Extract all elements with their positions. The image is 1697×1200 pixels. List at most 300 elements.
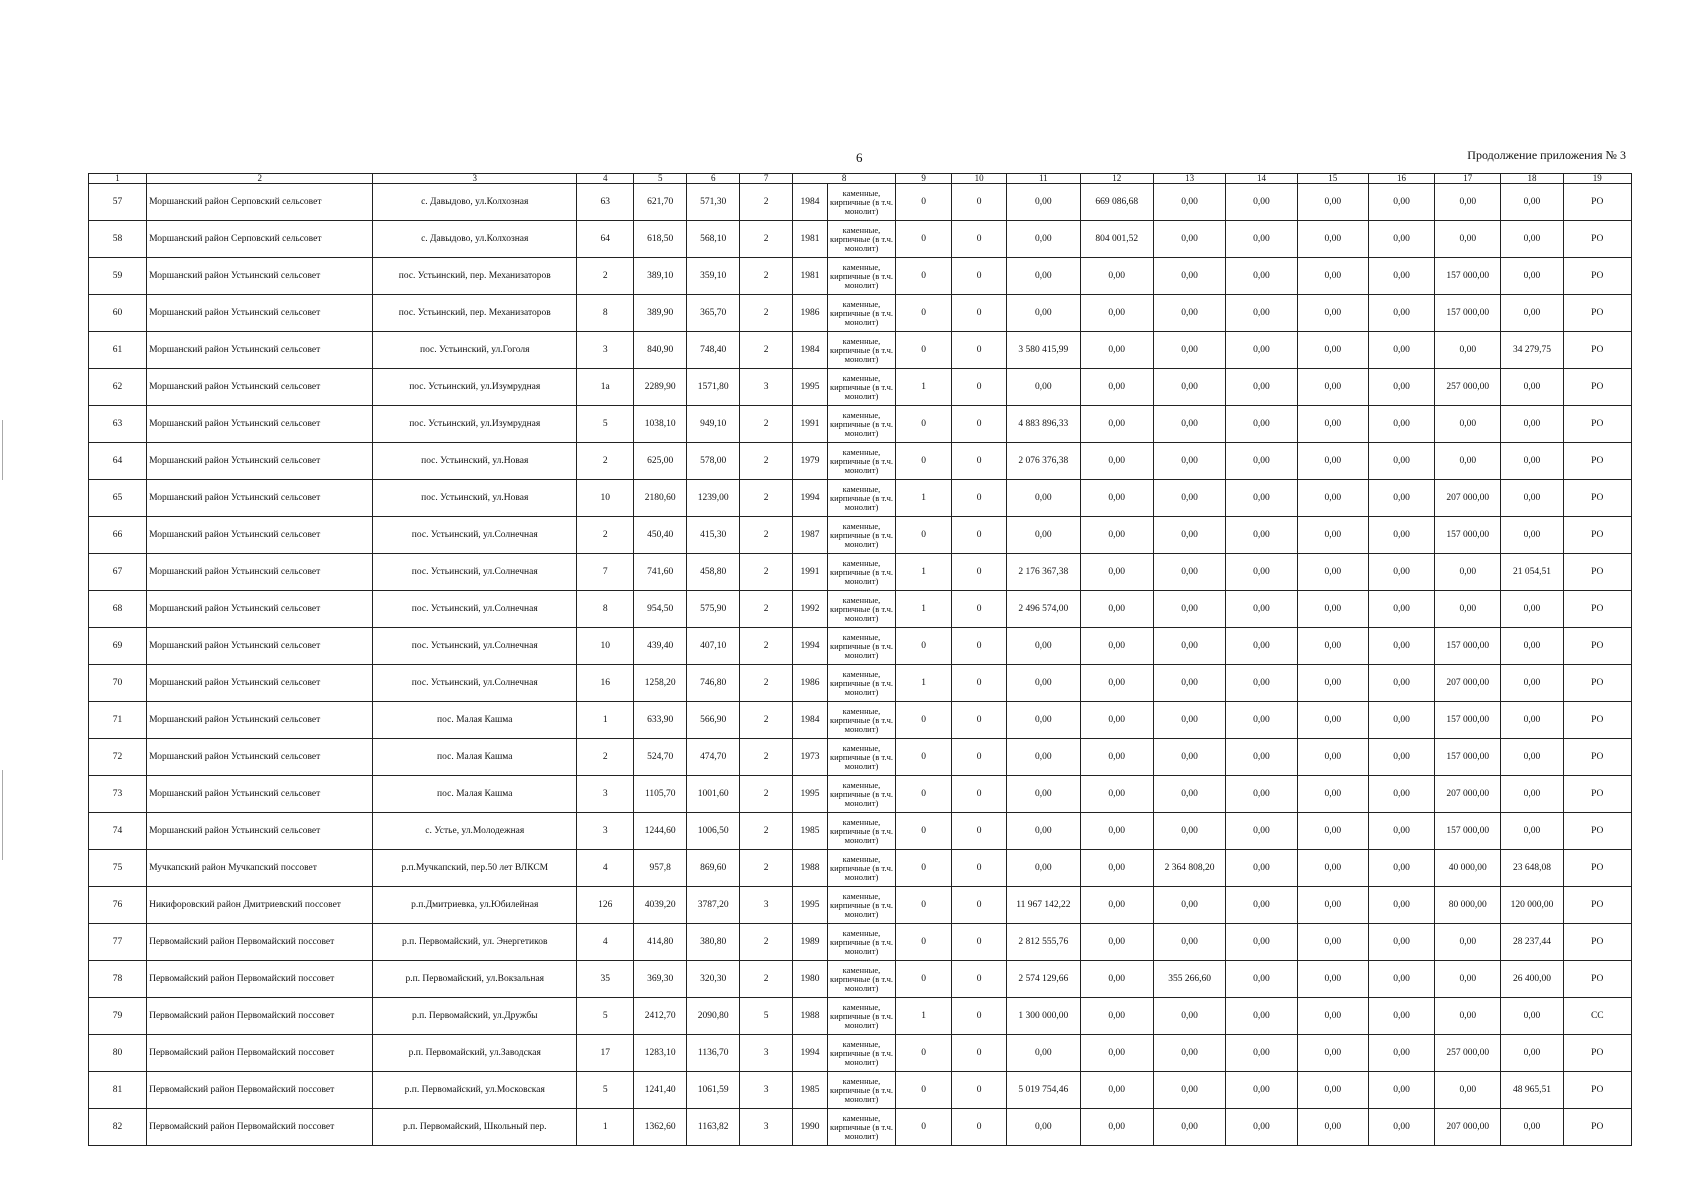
table-cell: 5 — [577, 998, 634, 1035]
table-cell: 0,00 — [1501, 443, 1563, 480]
table-cell: 207 000,00 — [1435, 480, 1501, 517]
table-cell: 0,00 — [1080, 406, 1153, 443]
table-cell: 2 — [740, 961, 793, 998]
column-header-9: 9 — [896, 174, 952, 184]
table-cell: 28 237,44 — [1501, 924, 1563, 961]
table-cell: 1258,20 — [634, 665, 687, 702]
table-cell: 0,00 — [1501, 1035, 1563, 1072]
table-cell: 0 — [952, 258, 1007, 295]
table-cell: 0,00 — [1153, 184, 1225, 221]
table-cell: каменные, кирпичные (в т.ч. монолит) — [827, 998, 895, 1035]
table-cell: 804 001,52 — [1080, 221, 1153, 258]
table-cell: р.п.Мучкапский, пер.50 лет ВЛКСМ — [373, 850, 577, 887]
table-row — [89, 850, 1632, 887]
table-cell: 2 — [740, 591, 793, 628]
table-cell: 568,10 — [687, 221, 740, 258]
table-cell: 157 000,00 — [1435, 739, 1501, 776]
table-cell: 4039,20 — [634, 887, 687, 924]
table-cell: 0 — [896, 221, 952, 258]
table-cell: 40 000,00 — [1435, 850, 1501, 887]
table-cell: 0,00 — [1368, 1035, 1434, 1072]
table-cell: 58 — [89, 221, 147, 258]
table-cell: 0 — [896, 295, 952, 332]
table-cell: 75 — [89, 850, 147, 887]
table-cell: 0,00 — [1080, 443, 1153, 480]
table-cell: 0 — [952, 1072, 1007, 1109]
table-cell: 0,00 — [1226, 480, 1297, 517]
table-cell: Моршанский район Устьинский сельсовет — [147, 554, 373, 591]
table-cell: Моршанский район Устьинский сельсовет — [147, 406, 373, 443]
table-cell: 0,00 — [1501, 517, 1563, 554]
table-cell: каменные, кирпичные (в т.ч. монолит) — [827, 1072, 895, 1109]
table-cell: 0 — [952, 406, 1007, 443]
column-header-10: 10 — [952, 174, 1007, 184]
table-cell: 0 — [952, 554, 1007, 591]
table-cell: пос. Устьинский, пер. Механизаторов — [373, 258, 577, 295]
scan-edge-mark — [2, 770, 3, 860]
table-cell: 62 — [89, 369, 147, 406]
table-cell: Мучкапский район Мучкапский поссовет — [147, 850, 373, 887]
table-cell: 0 — [896, 739, 952, 776]
table-cell: 0,00 — [1226, 258, 1297, 295]
column-header-11: 11 — [1007, 174, 1080, 184]
table-cell: 0 — [896, 850, 952, 887]
table-cell: 207 000,00 — [1435, 1109, 1501, 1146]
table-cell: 0,00 — [1297, 554, 1368, 591]
table-cell: 1992 — [793, 591, 828, 628]
table-row — [89, 776, 1632, 813]
table-cell: каменные, кирпичные (в т.ч. монолит) — [827, 295, 895, 332]
table-cell: р.п.Дмитриевка, ул.Юбилейная — [373, 887, 577, 924]
table-cell: 0,00 — [1007, 258, 1080, 295]
table-row — [89, 1072, 1632, 1109]
table-cell: пос. Устьинский, ул.Изумрудная — [373, 406, 577, 443]
table-cell: 82 — [89, 1109, 147, 1146]
table-row — [89, 554, 1632, 591]
table-cell: 48 965,51 — [1501, 1072, 1563, 1109]
table-cell: 0,00 — [1153, 332, 1225, 369]
table-cell: Первомайский район Первомайский поссовет — [147, 1072, 373, 1109]
table-cell: 0 — [896, 776, 952, 813]
table-cell: РО — [1563, 554, 1631, 591]
table-cell: каменные, кирпичные (в т.ч. монолит) — [827, 221, 895, 258]
table-cell: 618,50 — [634, 221, 687, 258]
table-cell: 0 — [952, 813, 1007, 850]
table-cell: Моршанский район Устьинский сельсовет — [147, 628, 373, 665]
table-cell: 65 — [89, 480, 147, 517]
table-cell: 0,00 — [1368, 591, 1434, 628]
table-cell: 0 — [896, 1035, 952, 1072]
table-row — [89, 887, 1632, 924]
table-cell: 1995 — [793, 776, 828, 813]
table-cell: 0 — [952, 850, 1007, 887]
table-cell: 320,30 — [687, 961, 740, 998]
column-header-5: 5 — [634, 174, 687, 184]
table-cell: 0,00 — [1226, 776, 1297, 813]
table-cell: 2 — [740, 443, 793, 480]
table-cell: 1973 — [793, 739, 828, 776]
table-cell: 407,10 — [687, 628, 740, 665]
column-header-14: 14 — [1226, 174, 1297, 184]
table-cell: 157 000,00 — [1435, 628, 1501, 665]
table-cell: 0 — [896, 961, 952, 998]
table-cell: 0,00 — [1007, 517, 1080, 554]
table-cell: каменные, кирпичные (в т.ч. монолит) — [827, 887, 895, 924]
table-cell: Моршанский район Устьинский сельсовет — [147, 776, 373, 813]
table-cell: 0,00 — [1153, 776, 1225, 813]
table-cell: каменные, кирпичные (в т.ч. монолит) — [827, 517, 895, 554]
table-cell: 0,00 — [1368, 406, 1434, 443]
table-cell: 0,00 — [1080, 295, 1153, 332]
table-cell: 2 — [740, 924, 793, 961]
table-cell: 0,00 — [1153, 924, 1225, 961]
table-cell: Моршанский район Серповский сельсовет — [147, 184, 373, 221]
table-cell: 0,00 — [1226, 221, 1297, 258]
table-cell: 0,00 — [1080, 702, 1153, 739]
table-cell: 0,00 — [1153, 295, 1225, 332]
table-cell: Первомайский район Первомайский поссовет — [147, 998, 373, 1035]
table-cell: 0,00 — [1501, 702, 1563, 739]
table-cell: 0,00 — [1153, 221, 1225, 258]
table-cell: 1061,59 — [687, 1072, 740, 1109]
table-cell: 0 — [952, 443, 1007, 480]
table-cell: 0 — [952, 887, 1007, 924]
table-row — [89, 406, 1632, 443]
table-cell: РО — [1563, 924, 1631, 961]
table-cell: 2 574 129,66 — [1007, 961, 1080, 998]
table-cell: 66 — [89, 517, 147, 554]
table-cell: 1105,70 — [634, 776, 687, 813]
table-cell: 0,00 — [1297, 295, 1368, 332]
table-cell: 0,00 — [1501, 813, 1563, 850]
table-cell: 355 266,60 — [1153, 961, 1225, 998]
table-cell: 575,90 — [687, 591, 740, 628]
table-cell: 21 054,51 — [1501, 554, 1563, 591]
table-cell: 70 — [89, 665, 147, 702]
table-cell: 3 — [577, 332, 634, 369]
table-cell: 2 — [740, 332, 793, 369]
table-cell: 74 — [89, 813, 147, 850]
table-cell: 0,00 — [1368, 1109, 1434, 1146]
continuation-note: Продолжение приложения № 3 — [1467, 148, 1626, 162]
table-cell: 3 — [740, 1109, 793, 1146]
table-cell: 0,00 — [1297, 221, 1368, 258]
table-cell: 1984 — [793, 332, 828, 369]
table-cell: 1981 — [793, 258, 828, 295]
table-cell: 34 279,75 — [1501, 332, 1563, 369]
table-cell: 0,00 — [1226, 887, 1297, 924]
table-row — [89, 1035, 1632, 1072]
table-cell: 0,00 — [1297, 1072, 1368, 1109]
table-cell: 71 — [89, 702, 147, 739]
table-cell: 0,00 — [1368, 739, 1434, 776]
table-row — [89, 258, 1632, 295]
table-cell: 0,00 — [1153, 480, 1225, 517]
table-cell: 2 496 574,00 — [1007, 591, 1080, 628]
table-cell: 669 086,68 — [1080, 184, 1153, 221]
table-cell: 0,00 — [1297, 443, 1368, 480]
table-cell: 80 — [89, 1035, 147, 1072]
table-cell: 0,00 — [1368, 924, 1434, 961]
table-cell: р.п. Первомайский, ул.Заводская — [373, 1035, 577, 1072]
table-cell: 2 — [577, 517, 634, 554]
table-cell: Моршанский район Устьинский сельсовет — [147, 517, 373, 554]
table-cell: 1362,60 — [634, 1109, 687, 1146]
table-cell: 0,00 — [1226, 739, 1297, 776]
table-row — [89, 591, 1632, 628]
table-cell: 0 — [896, 813, 952, 850]
table-cell: 1979 — [793, 443, 828, 480]
table-cell: 207 000,00 — [1435, 665, 1501, 702]
table-cell: 77 — [89, 924, 147, 961]
table-cell: 257 000,00 — [1435, 1035, 1501, 1072]
table-cell: 741,60 — [634, 554, 687, 591]
table-cell: РО — [1563, 665, 1631, 702]
table-cell: 0,00 — [1368, 332, 1434, 369]
table-cell: 1а — [577, 369, 634, 406]
table-cell: 957,8 — [634, 850, 687, 887]
table-cell: пос. Устьинский, ул.Гоголя — [373, 332, 577, 369]
table-cell: 0,00 — [1501, 295, 1563, 332]
table-cell: 68 — [89, 591, 147, 628]
table-cell: 1038,10 — [634, 406, 687, 443]
column-header-3: 3 — [373, 174, 577, 184]
table-cell: 0,00 — [1368, 776, 1434, 813]
table-cell: РО — [1563, 443, 1631, 480]
table-cell: 73 — [89, 776, 147, 813]
table-cell: 0,00 — [1153, 554, 1225, 591]
table-cell: 0,00 — [1153, 739, 1225, 776]
table-row — [89, 480, 1632, 517]
table-cell: 0,00 — [1297, 332, 1368, 369]
table-cell: 0 — [952, 776, 1007, 813]
table-cell: 1995 — [793, 369, 828, 406]
table-cell: 621,70 — [634, 184, 687, 221]
table-cell: каменные, кирпичные (в т.ч. монолит) — [827, 184, 895, 221]
table-cell: 1571,80 — [687, 369, 740, 406]
table-cell: 0,00 — [1226, 443, 1297, 480]
table-cell: 0,00 — [1007, 628, 1080, 665]
table-cell: 26 400,00 — [1501, 961, 1563, 998]
table-cell: 57 — [89, 184, 147, 221]
table-cell: 415,30 — [687, 517, 740, 554]
table-cell: 380,80 — [687, 924, 740, 961]
table-cell: 67 — [89, 554, 147, 591]
table-cell: 3787,20 — [687, 887, 740, 924]
table-cell: 0,00 — [1297, 591, 1368, 628]
table-cell: РО — [1563, 406, 1631, 443]
table-cell: 2 812 555,76 — [1007, 924, 1080, 961]
table-cell: 1244,60 — [634, 813, 687, 850]
scan-edge-mark — [2, 420, 3, 480]
column-header-7: 7 — [740, 174, 793, 184]
table-cell: 63 — [89, 406, 147, 443]
table-cell: 257 000,00 — [1435, 369, 1501, 406]
table-cell: пос. Устьинский, пер. Механизаторов — [373, 295, 577, 332]
table-cell: 2 — [740, 628, 793, 665]
table-cell: 2 — [740, 221, 793, 258]
table-cell: 157 000,00 — [1435, 813, 1501, 850]
table-cell: 365,70 — [687, 295, 740, 332]
table-cell: каменные, кирпичные (в т.ч. монолит) — [827, 739, 895, 776]
table-cell: 0 — [896, 924, 952, 961]
table-row — [89, 924, 1632, 961]
table-cell: каменные, кирпичные (в т.ч. монолит) — [827, 961, 895, 998]
table-cell: пос. Малая Кашма — [373, 702, 577, 739]
table-cell: каменные, кирпичные (в т.ч. монолит) — [827, 776, 895, 813]
table-cell: 0,00 — [1435, 332, 1501, 369]
table-cell: 0,00 — [1153, 1072, 1225, 1109]
table-cell: 1986 — [793, 665, 828, 702]
table-cell: 0,00 — [1153, 443, 1225, 480]
table-cell: 1241,40 — [634, 1072, 687, 1109]
table-cell: каменные, кирпичные (в т.ч. монолит) — [827, 924, 895, 961]
table-cell: каменные, кирпичные (в т.ч. монолит) — [827, 702, 895, 739]
table-cell: 1991 — [793, 406, 828, 443]
table-row — [89, 369, 1632, 406]
table-cell: Первомайский район Первомайский поссовет — [147, 961, 373, 998]
table-cell: 869,60 — [687, 850, 740, 887]
table-cell: 0,00 — [1435, 221, 1501, 258]
table-cell: 0,00 — [1080, 850, 1153, 887]
table-cell: 439,40 — [634, 628, 687, 665]
table-cell: 5 019 754,46 — [1007, 1072, 1080, 1109]
table-cell: 0 — [952, 702, 1007, 739]
table-cell: 954,50 — [634, 591, 687, 628]
table-cell: 4 — [577, 924, 634, 961]
table-cell: 0,00 — [1080, 332, 1153, 369]
table-cell: 0,00 — [1080, 1072, 1153, 1109]
table-cell: 0,00 — [1368, 850, 1434, 887]
table-cell: 0,00 — [1080, 665, 1153, 702]
table-cell: 414,80 — [634, 924, 687, 961]
table-cell: 1 — [896, 665, 952, 702]
table-cell: Моршанский район Устьинский сельсовет — [147, 739, 373, 776]
table-cell: 0,00 — [1435, 406, 1501, 443]
table-cell: 0 — [952, 369, 1007, 406]
table-cell: 0,00 — [1435, 1072, 1501, 1109]
table-row — [89, 295, 1632, 332]
table-cell: 0,00 — [1153, 665, 1225, 702]
table-cell: 1 — [896, 480, 952, 517]
table-cell: 0,00 — [1297, 1035, 1368, 1072]
table-cell: 2 076 376,38 — [1007, 443, 1080, 480]
table-cell: 2 — [577, 258, 634, 295]
table-cell: 60 — [89, 295, 147, 332]
table-cell: 1136,70 — [687, 1035, 740, 1072]
table-cell: 0,00 — [1501, 406, 1563, 443]
table-cell: РО — [1563, 480, 1631, 517]
table-cell: Моршанский район Устьинский сельсовет — [147, 258, 373, 295]
table-cell: 0,00 — [1368, 813, 1434, 850]
table-cell: 11 967 142,22 — [1007, 887, 1080, 924]
table-cell: 633,90 — [634, 702, 687, 739]
table-cell: 1994 — [793, 480, 828, 517]
column-header-1: 1 — [89, 174, 147, 184]
table-cell: 0,00 — [1080, 924, 1153, 961]
column-header-8: 8 — [793, 174, 896, 184]
table-cell: 0,00 — [1080, 554, 1153, 591]
table-cell: 157 000,00 — [1435, 517, 1501, 554]
table-cell: 0,00 — [1153, 1109, 1225, 1146]
table-cell: 0,00 — [1007, 1035, 1080, 1072]
table-cell: с. Устье, ул.Молодежная — [373, 813, 577, 850]
table-cell: 2 — [740, 776, 793, 813]
table-cell: 0,00 — [1435, 554, 1501, 591]
table-cell: 0,00 — [1007, 702, 1080, 739]
table-cell: 0,00 — [1501, 258, 1563, 295]
table-cell: 0 — [952, 739, 1007, 776]
table-cell: 1987 — [793, 517, 828, 554]
table-cell: 389,10 — [634, 258, 687, 295]
table-cell: 0,00 — [1368, 443, 1434, 480]
table-cell: с. Давыдово, ул.Колхозная — [373, 221, 577, 258]
table-cell: 0,00 — [1226, 1035, 1297, 1072]
table-cell: 524,70 — [634, 739, 687, 776]
table-cell: РО — [1563, 591, 1631, 628]
table-cell: 4 — [577, 850, 634, 887]
table-cell: 0,00 — [1153, 702, 1225, 739]
table-cell: 949,10 — [687, 406, 740, 443]
column-header-18: 18 — [1501, 174, 1563, 184]
table-cell: 5 — [740, 998, 793, 1035]
table-cell: РО — [1563, 184, 1631, 221]
table-cell: 8 — [577, 591, 634, 628]
table-cell: 0,00 — [1226, 1072, 1297, 1109]
table-cell: 64 — [577, 221, 634, 258]
table-cell: РО — [1563, 258, 1631, 295]
table-cell: 0 — [896, 1072, 952, 1109]
table-cell: 1006,50 — [687, 813, 740, 850]
table-cell: Первомайский район Первомайский поссовет — [147, 924, 373, 961]
table-cell: 5 — [577, 406, 634, 443]
table-cell: 0,00 — [1435, 591, 1501, 628]
table-cell: Первомайский район Первомайский поссовет — [147, 1109, 373, 1146]
table-cell: 1988 — [793, 850, 828, 887]
table-cell: 625,00 — [634, 443, 687, 480]
table-cell: 0,00 — [1501, 739, 1563, 776]
table-cell: 0,00 — [1501, 998, 1563, 1035]
table-cell: пос. Малая Кашма — [373, 776, 577, 813]
table-cell: РО — [1563, 961, 1631, 998]
table-cell: 0,00 — [1297, 813, 1368, 850]
table-cell: 2 — [740, 850, 793, 887]
table-cell: 450,40 — [634, 517, 687, 554]
table-cell: 0,00 — [1501, 184, 1563, 221]
column-header-19: 19 — [1563, 174, 1631, 184]
table-cell: 0,00 — [1080, 517, 1153, 554]
table-cell: 0,00 — [1297, 776, 1368, 813]
table-cell: 126 — [577, 887, 634, 924]
table-cell: 64 — [89, 443, 147, 480]
table-cell: РО — [1563, 739, 1631, 776]
table-cell: 0,00 — [1007, 776, 1080, 813]
table-cell: 4 883 896,33 — [1007, 406, 1080, 443]
table-cell: 2 — [740, 184, 793, 221]
table-cell: каменные, кирпичные (в т.ч. монолит) — [827, 665, 895, 702]
table-cell: 0,00 — [1226, 517, 1297, 554]
table-cell: 1994 — [793, 1035, 828, 1072]
table-cell: РО — [1563, 776, 1631, 813]
table-cell: 0,00 — [1368, 665, 1434, 702]
table-cell: 0,00 — [1297, 739, 1368, 776]
table-cell: р.п. Первомайский, ул. Энергетиков — [373, 924, 577, 961]
table-cell: 0,00 — [1007, 1109, 1080, 1146]
table-cell: р.п. Первомайский, ул.Вокзальная — [373, 961, 577, 998]
table-cell: 0,00 — [1368, 221, 1434, 258]
table-cell: 1985 — [793, 813, 828, 850]
table-cell: 0,00 — [1226, 665, 1297, 702]
